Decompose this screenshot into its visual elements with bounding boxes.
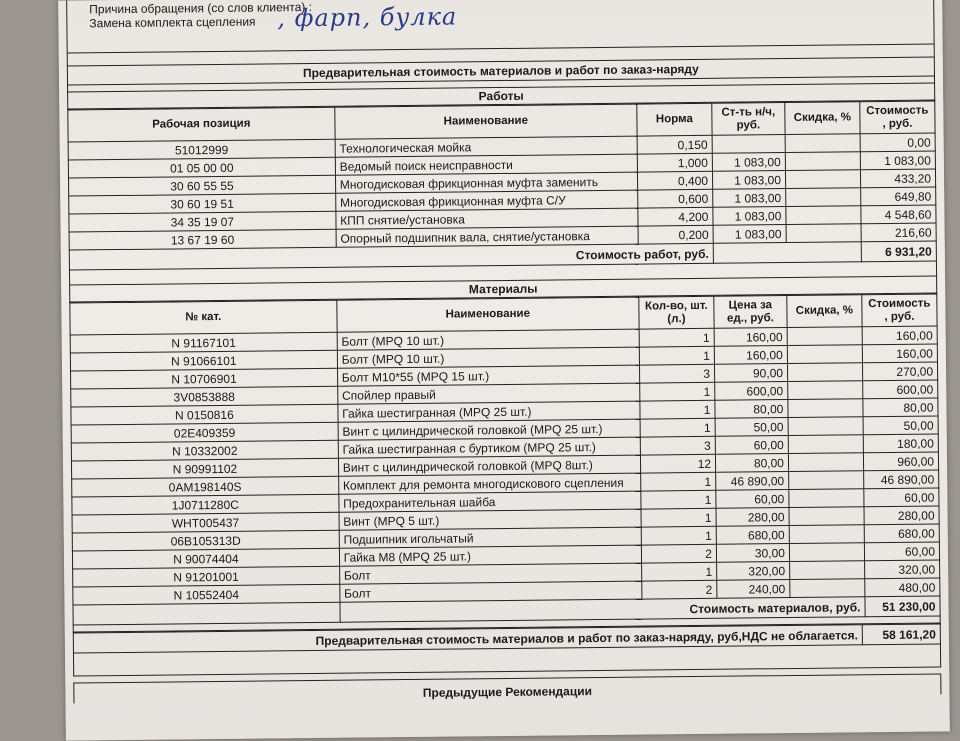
material-code: 02E409359 xyxy=(71,422,338,443)
work-rate: 1 083,00 xyxy=(712,171,785,190)
material-price: 60,00 xyxy=(715,436,788,455)
material-name: Болт xyxy=(340,581,642,602)
material-name: Болт M10*55 (MPQ 15 шт.) xyxy=(337,365,639,386)
material-qty: 2 xyxy=(642,580,717,599)
col-header-norm: Норма xyxy=(637,103,712,136)
order-sheet xyxy=(66,0,941,704)
work-rate: 1 083,00 xyxy=(713,189,786,208)
work-code: 34 35 19 07 xyxy=(69,211,336,232)
material-price: 80,00 xyxy=(715,454,788,473)
work-discount xyxy=(786,206,861,225)
material-price: 240,00 xyxy=(717,580,790,599)
material-qty: 1 xyxy=(640,382,715,401)
material-cost: 160,00 xyxy=(862,326,937,345)
material-qty: 1 xyxy=(642,562,717,581)
material-price: 60,00 xyxy=(716,490,789,509)
material-code: N 10706901 xyxy=(71,368,338,389)
material-name: Винт с цилиндрической головкой (MPQ 25 шт.) xyxy=(338,419,640,440)
main-title: Предварительная стоимость материалов и работ по заказ-наряду xyxy=(67,57,935,85)
material-code: WHT005437 xyxy=(72,512,339,533)
work-discount xyxy=(785,134,860,153)
work-discount xyxy=(786,224,861,243)
col-header-name: Наименование xyxy=(335,104,638,139)
work-cost: 4 548,60 xyxy=(861,205,936,224)
material-price: 160,00 xyxy=(714,346,787,365)
material-discount xyxy=(789,525,864,544)
material-price: 46 890,00 xyxy=(716,472,789,491)
work-discount xyxy=(785,152,860,171)
work-name: КПП снятие/установка xyxy=(336,208,638,229)
col-header-qty: Кол-во, шт.(л.) xyxy=(639,296,714,329)
material-qty: 2 xyxy=(641,544,716,563)
col-header-cost: Стоимость , руб. xyxy=(860,101,935,134)
material-qty: 1 xyxy=(639,346,714,365)
works-title: Работы xyxy=(67,83,935,109)
work-code: 51012999 xyxy=(68,139,335,160)
material-name: Винт (MPQ 5 шт.) xyxy=(339,509,641,530)
work-rate: 1 083,00 xyxy=(712,153,785,172)
works-total-value: 6 931,20 xyxy=(861,241,936,262)
col-header-catalog: № кат. xyxy=(70,300,337,335)
material-qty: 1 xyxy=(640,400,715,419)
work-rate: 1 083,00 xyxy=(713,225,786,244)
work-name: Технологическая мойка xyxy=(335,136,637,157)
material-discount xyxy=(788,417,863,436)
material-discount xyxy=(790,579,865,598)
material-price: 30,00 xyxy=(716,544,789,563)
material-name: Комплект для ремонта многодискового сцепления xyxy=(338,473,640,494)
works-total-label: Стоимость работ, руб. xyxy=(69,243,713,270)
material-qty: 1 xyxy=(641,472,716,491)
work-cost: 649,80 xyxy=(861,187,936,206)
work-code: 30 60 55 55 xyxy=(69,175,336,196)
reason-label: Причина обращения (со слов клиента) : xyxy=(89,0,313,17)
material-cost: 60,00 xyxy=(864,488,939,507)
reason-text: Замена комплекта сцепления xyxy=(89,14,256,31)
material-discount xyxy=(788,381,863,400)
material-code: N 91066101 xyxy=(70,350,337,371)
work-norm: 0,200 xyxy=(638,225,713,244)
work-cost: 0,00 xyxy=(860,133,935,152)
work-code: 13 67 19 60 xyxy=(69,229,336,250)
col-header-price: Цена за ед., руб. xyxy=(714,296,787,329)
material-code: N 10332002 xyxy=(71,440,338,461)
material-cost: 46 890,00 xyxy=(864,470,939,489)
material-qty: 1 xyxy=(639,328,714,347)
material-price: 50,00 xyxy=(715,418,788,437)
material-price: 680,00 xyxy=(716,526,789,545)
material-cost: 960,00 xyxy=(863,452,938,471)
material-qty: 3 xyxy=(639,364,714,383)
material-code: N 0150816 xyxy=(71,404,338,425)
materials-total-value: 51 230,00 xyxy=(865,596,940,617)
material-code: N 90991102 xyxy=(71,458,338,479)
material-cost: 80,00 xyxy=(863,398,938,417)
material-cost: 180,00 xyxy=(863,434,938,453)
reason-box xyxy=(66,0,935,54)
material-qty: 12 xyxy=(640,454,715,473)
material-qty: 1 xyxy=(641,526,716,545)
col-header-discount: Скидка, % xyxy=(785,102,860,135)
works-table xyxy=(67,100,937,270)
material-discount xyxy=(787,363,862,382)
material-qty: 1 xyxy=(640,418,715,437)
material-code: N 91167101 xyxy=(70,332,337,353)
col-header-position: Рабочая позиция xyxy=(68,107,335,142)
material-qty: 1 xyxy=(641,508,716,527)
material-discount xyxy=(789,471,864,490)
material-name: Подшипник игольчатый xyxy=(339,527,641,548)
col-header-name: Наименование xyxy=(337,297,640,332)
material-cost: 280,00 xyxy=(864,506,939,525)
work-name: Опорный подшипник вала, снятие/установка xyxy=(336,226,638,247)
materials-total-label: Стоимость материалов, руб. xyxy=(340,597,865,622)
material-name: Винт с цилиндрической головкой (MPQ 8шт.) xyxy=(338,455,640,476)
work-norm: 0,150 xyxy=(637,135,712,154)
material-cost: 680,00 xyxy=(864,524,939,543)
material-discount xyxy=(789,561,864,580)
material-cost: 480,00 xyxy=(865,578,940,597)
work-name: Многодисковая фрикционная муфта С/У xyxy=(335,190,637,211)
material-code: 1J0711280C xyxy=(72,494,339,515)
material-discount xyxy=(787,345,862,364)
handwritten-note: , фарп, булка xyxy=(277,2,458,33)
material-cost: 50,00 xyxy=(863,416,938,435)
material-discount xyxy=(789,489,864,508)
materials-title: Материалы xyxy=(69,276,937,302)
material-discount xyxy=(787,327,862,346)
col-header-discount: Скидка, % xyxy=(787,295,862,328)
document-page xyxy=(58,0,950,741)
material-name: Болт (MPQ 10 шт.) xyxy=(337,329,639,350)
work-discount xyxy=(785,170,860,189)
material-discount xyxy=(789,543,864,562)
material-code: N 91201001 xyxy=(73,566,340,587)
material-name: Гайка шестигранная (MPQ 25 шт.) xyxy=(338,401,640,422)
material-name: Болт xyxy=(339,563,641,584)
material-price: 160,00 xyxy=(714,328,787,347)
material-price: 90,00 xyxy=(714,364,787,383)
work-name: Многодисковая фрикционная муфта заменить xyxy=(335,172,637,193)
material-discount xyxy=(788,453,863,472)
work-cost: 1 083,00 xyxy=(860,151,935,170)
grand-total-label: Предварительная стоимость материалов и работ по заказ-наряду, руб,НДС не облагается. xyxy=(73,625,862,653)
work-name: Ведомый поиск неисправности xyxy=(335,154,637,175)
work-norm: 0,600 xyxy=(638,189,713,208)
work-code: 01 05 00 00 xyxy=(68,157,335,178)
material-cost: 320,00 xyxy=(864,560,939,579)
material-code: 3V0853888 xyxy=(71,386,338,407)
work-rate: 1 083,00 xyxy=(713,207,786,226)
material-cost: 60,00 xyxy=(864,542,939,561)
material-qty: 3 xyxy=(640,436,715,455)
grand-total-value: 58 161,20 xyxy=(862,624,940,645)
material-name: Гайка M8 (MPQ 25 шт.) xyxy=(339,545,641,566)
material-cost: 600,00 xyxy=(863,380,938,399)
material-name: Предохранительная шайба xyxy=(339,491,641,512)
material-cost: 270,00 xyxy=(862,362,937,381)
next-section-title: Предыдущие Рекомендации xyxy=(73,673,941,703)
material-discount xyxy=(789,507,864,526)
work-norm: 0,400 xyxy=(637,171,712,190)
work-cost: 433,20 xyxy=(860,169,935,188)
material-price: 320,00 xyxy=(717,562,790,581)
material-price: 80,00 xyxy=(715,400,788,419)
col-header-cost: Стоимость , руб. xyxy=(862,294,937,327)
work-norm: 4,200 xyxy=(638,207,713,226)
material-name: Болт (MPQ 10 шт.) xyxy=(337,347,639,368)
material-name: Гайка шестигранная с буртиком (MPQ 25 шт.) xyxy=(338,437,640,458)
material-price: 600,00 xyxy=(715,382,788,401)
col-header-rate: Ст-ть н/ч, руб. xyxy=(712,103,785,136)
material-price: 280,00 xyxy=(716,508,789,527)
material-cost: 160,00 xyxy=(862,344,937,363)
material-code: N 10552404 xyxy=(73,584,340,605)
work-code: 30 60 19 51 xyxy=(69,193,336,214)
material-code: 0AM198140S xyxy=(72,476,339,497)
material-code: N 90074404 xyxy=(72,548,339,569)
materials-table xyxy=(69,293,940,625)
work-rate xyxy=(712,135,785,154)
work-cost: 216,60 xyxy=(861,223,936,242)
material-discount xyxy=(788,399,863,418)
work-discount xyxy=(786,188,861,207)
material-qty: 1 xyxy=(641,490,716,509)
work-norm: 1,000 xyxy=(637,153,712,172)
material-code: 06B105313D xyxy=(72,530,339,551)
material-name: Спойлер правый xyxy=(337,383,639,404)
material-discount xyxy=(788,435,863,454)
